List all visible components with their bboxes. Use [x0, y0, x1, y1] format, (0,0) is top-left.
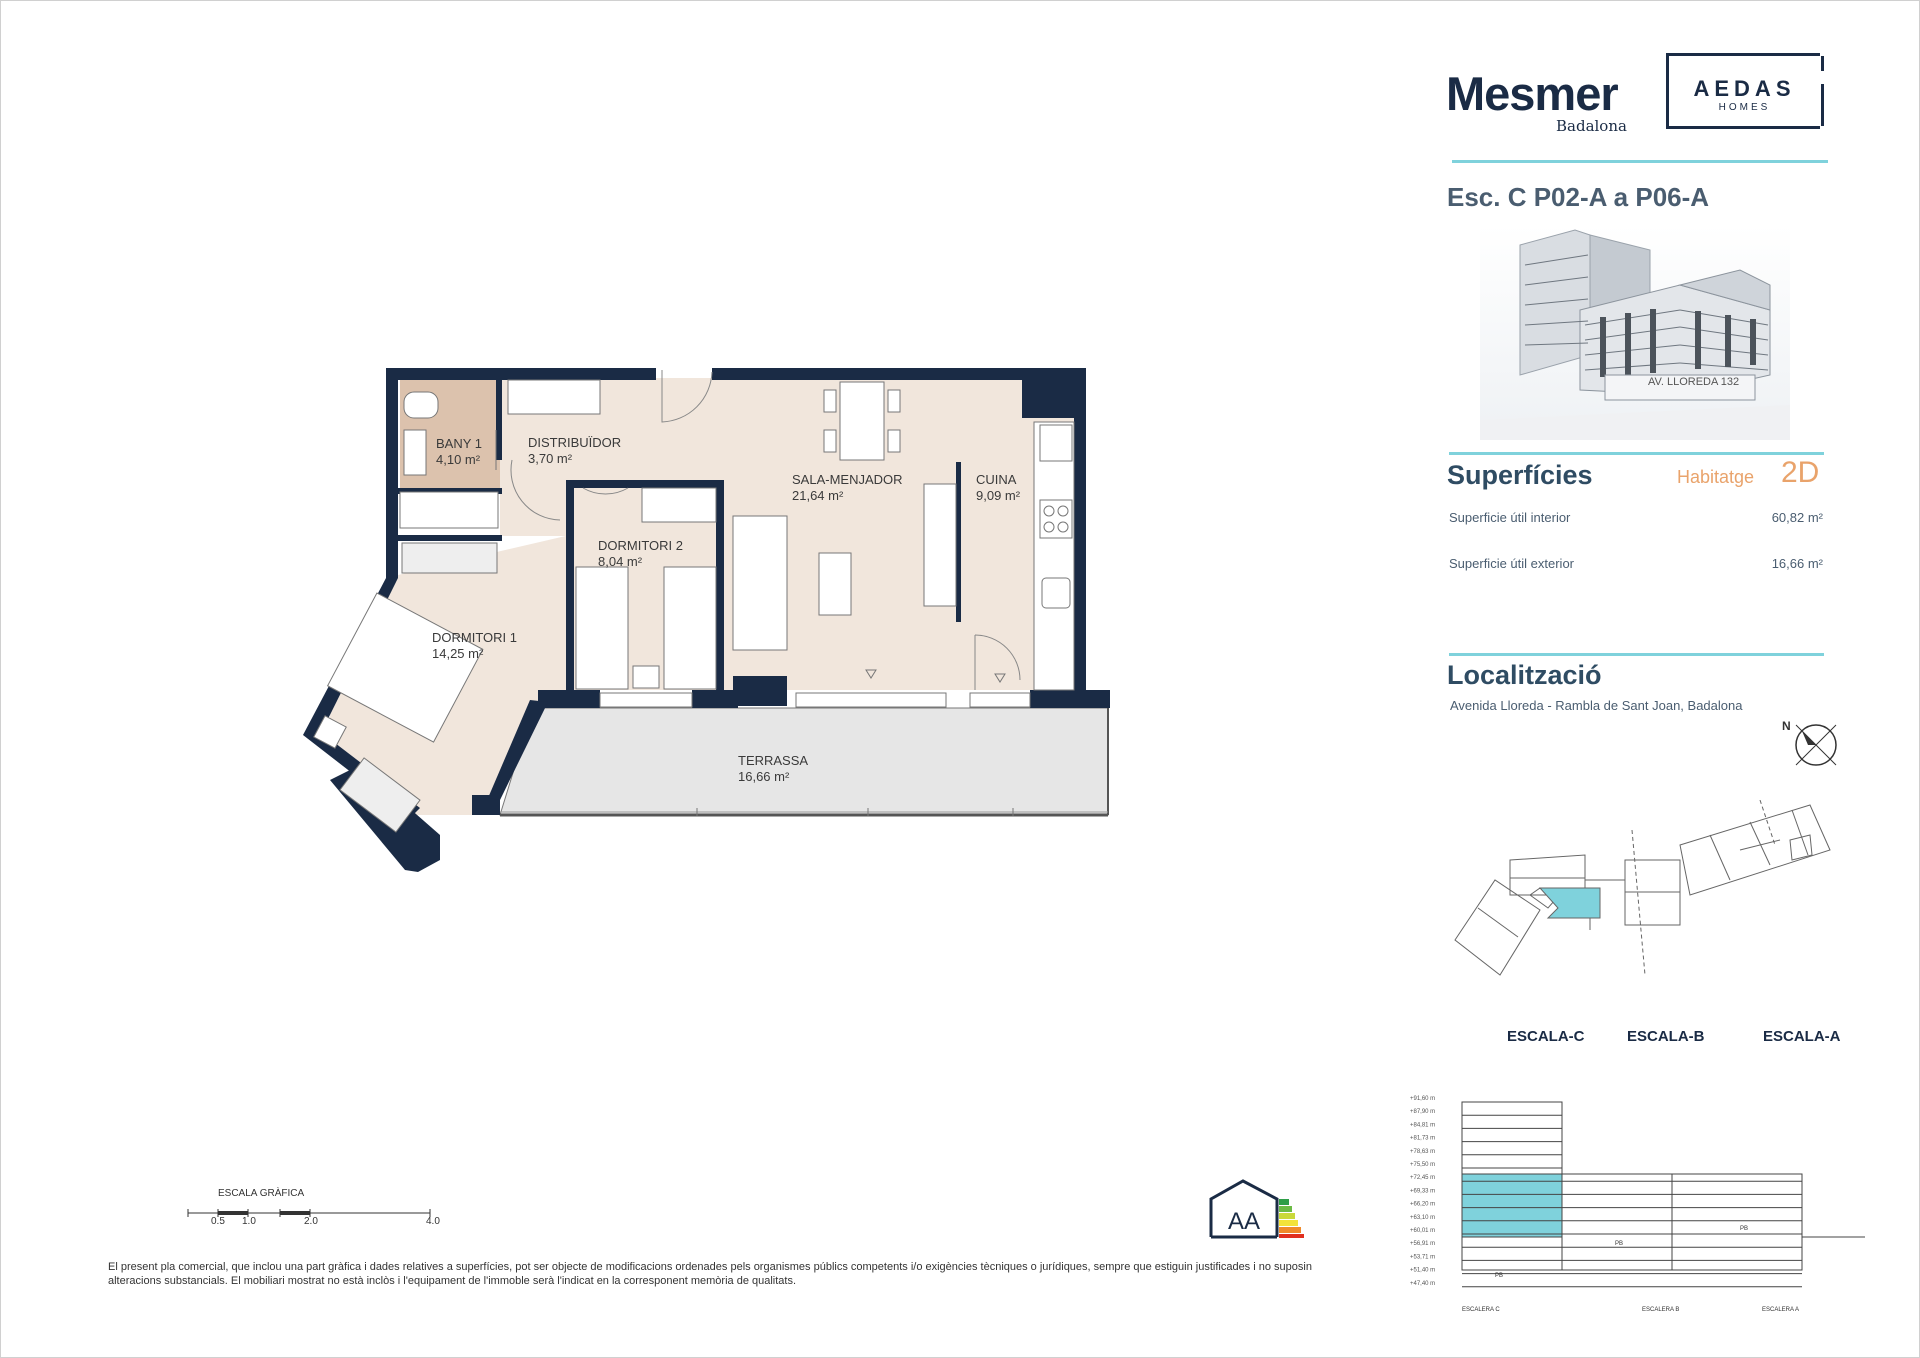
- surface-exterior-label: Superficie útil exterior: [1449, 556, 1574, 571]
- dwelling-type-value: 2D: [1781, 456, 1820, 489]
- section-level-label: +81,73 m: [1410, 1135, 1436, 1142]
- section-level-label: +78,63 m: [1410, 1148, 1436, 1155]
- room-label-cuina: CUINA 9,09 m²: [976, 472, 1021, 503]
- wall-bottom-right: [1030, 690, 1110, 708]
- unit-title: Esc. C P02-A a P06-A: [1447, 182, 1710, 212]
- section-level-label: +60,01 m: [1410, 1228, 1436, 1234]
- pb-label-c: PB: [1495, 1273, 1504, 1279]
- section-level-label: +91,60 m: [1410, 1096, 1436, 1102]
- building-photo: [1480, 225, 1790, 440]
- location-title: Localització: [1447, 660, 1602, 690]
- partner-logo: [1666, 53, 1820, 129]
- section-level-label: +75,50 m: [1410, 1162, 1436, 1168]
- pb-label-a: PB: [1740, 1226, 1749, 1232]
- partner-name: AEDAS: [1693, 76, 1796, 101]
- street-sign: AV. LLOREDA 132: [1648, 376, 1740, 388]
- building-section: [1410, 1090, 1870, 1320]
- escala-a-label: ESCALA-A: [1763, 1028, 1841, 1045]
- escala-b-label: ESCALA-B: [1627, 1028, 1705, 1045]
- partner-logo-tick-bottom: [1821, 84, 1824, 126]
- section-label-b: ESCALERA B: [1642, 1307, 1680, 1313]
- section-level-label: +51,40 m: [1410, 1267, 1436, 1274]
- energy-label: AA: [1227, 1208, 1261, 1235]
- surface-interior-label: Superficie útil interior: [1449, 510, 1571, 525]
- partner-sub: HOMES: [1718, 102, 1771, 113]
- section-highlight: [1462, 1174, 1562, 1237]
- surfaces-title: Superfícies: [1447, 460, 1593, 490]
- section-level-label: +72,45 m: [1410, 1175, 1436, 1182]
- escala-c-label: ESCALA-C: [1507, 1028, 1585, 1045]
- dwelling-type-label: Habitatge: [1677, 467, 1755, 487]
- header-rule: [1452, 160, 1828, 163]
- compass-icon: [1780, 718, 1840, 768]
- partner-logo-tick: [1821, 56, 1824, 71]
- wall-right: [1074, 368, 1086, 690]
- wall-left: [386, 368, 398, 578]
- scale-tick-05: 0.5: [211, 1216, 225, 1227]
- brand-logo: Mesmer: [1446, 67, 1618, 120]
- room-label-terrassa: TERRASSA 16,66 m²: [738, 753, 809, 784]
- section-level-label: +53,71 m: [1410, 1254, 1436, 1261]
- section-label-c: ESCALERA C: [1462, 1307, 1500, 1313]
- wall-top-left: [386, 368, 656, 380]
- section-label-a: ESCALERA A: [1762, 1307, 1800, 1313]
- room-label-distribuidor: DISTRIBUÏDOR 3,70 m²: [528, 435, 622, 466]
- wall-pillar: [733, 676, 787, 706]
- section-level-label: +56,91 m: [1410, 1241, 1436, 1248]
- section-level-label: +69,33 m: [1410, 1188, 1436, 1195]
- surface-exterior-value: 16,66 m²: [1771, 556, 1823, 571]
- location-address: Avenida Lloreda - Rambla de Sant Joan, Badalona: [1450, 698, 1743, 713]
- energy-rating-icon: [1207, 1177, 1307, 1239]
- wall-bottom-left: [538, 690, 600, 708]
- scale-tick-40: 4.0: [426, 1216, 440, 1227]
- section-level-label: +87,90 m: [1410, 1109, 1436, 1116]
- compass-letter: N: [1782, 719, 1791, 733]
- scale-tick-10: 1.0: [242, 1216, 256, 1227]
- room-label-bany1: BANY 1 4,10 m²: [436, 436, 483, 467]
- surfaces-rule: [1449, 452, 1824, 455]
- brand-location: Badalona: [1556, 117, 1627, 135]
- room-label-dormitori1: DORMITORI 1 14,25 m²: [432, 630, 517, 661]
- scale-title: ESCALA GRÀFICA: [218, 1188, 305, 1199]
- section-level-label: +84,81 m: [1410, 1122, 1436, 1129]
- wall-bottom-mid: [692, 690, 738, 708]
- pb-label-b: PB: [1615, 1241, 1624, 1247]
- section-level-label: +66,20 m: [1410, 1201, 1436, 1208]
- section-level-label: +63,10 m: [1410, 1214, 1436, 1221]
- section-level-label: +47,40 m: [1410, 1280, 1436, 1287]
- location-rule: [1449, 653, 1824, 656]
- surface-interior-value: 60,82 m²: [1771, 510, 1823, 525]
- room-label-sala-menjador: SALA-MENJADOR 21,64 m²: [792, 472, 903, 503]
- room-label-dormitori2: DORMITORI 2 8,04 m²: [598, 538, 683, 569]
- site-plan: [1440, 800, 1860, 985]
- disclaimer-text: El present pla comercial, que inclou una part gràfica i dades relatives a superfícies, pot ser objecte de modificacions ordenades pels organismes públics competents i/o exigències tècniques o jurídiques, sempre que estiguin justificades i no suposin alteracions substancials. El mobiliari mostrat no està inclòs i l'equipament de l'immoble serà l'indicat en la corresponent memòria de qualitats.: [108, 1261, 1312, 1287]
- scale-tick-20: 2.0: [304, 1216, 318, 1227]
- site-plan-highlight: [1540, 888, 1600, 918]
